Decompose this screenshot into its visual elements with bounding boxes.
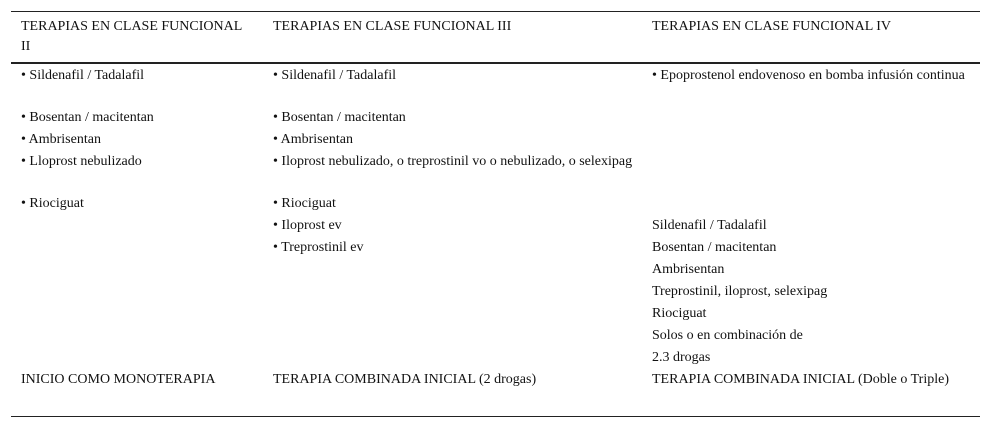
- cf3-item: • Iloprost ev: [273, 218, 342, 233]
- therapy-table: [11, 11, 980, 417]
- header-cf4: TERAPIAS EN CLASE FUNCIONAL IV: [652, 19, 892, 34]
- cf4-item: Solos o en combinación de: [652, 328, 803, 343]
- footer-cf4: TERAPIA COMBINADA INICIAL (Doble o Triple): [652, 372, 949, 387]
- cf3-item: • Treprostinil ev: [273, 240, 364, 255]
- cf2-item: • Riociguat: [21, 196, 84, 211]
- cf4-item: Ambrisentan: [652, 262, 725, 277]
- cf2-item: • Ambrisentan: [21, 132, 101, 147]
- cf3-item: • Bosentan / macitentan: [273, 110, 406, 125]
- footer-cf3: TERAPIA COMBINADA INICIAL (2 drogas): [273, 372, 537, 387]
- footer-cf2: INICIO COMO MONOTERAPIA: [21, 372, 216, 387]
- cf3-item: • Iloprost nebulizado, o treprostinil vo o nebulizado, o selexipag: [273, 154, 633, 169]
- cf4-item: 2.3 drogas: [652, 350, 711, 365]
- cf2-item: • Lloprost nebulizado: [21, 154, 142, 169]
- cf4-item: • Epoprostenol endovenoso en bomba infusión continua: [652, 68, 965, 83]
- cf3-item: • Riociguat: [273, 196, 336, 211]
- header-cf2: TERAPIAS EN CLASE FUNCIONAL II: [21, 19, 242, 54]
- table-header: [11, 12, 980, 64]
- cf4-item: Riociguat: [652, 306, 707, 321]
- cf3-item: • Ambrisentan: [273, 132, 353, 147]
- table-body: [11, 64, 980, 416]
- cf4-item: Sildenafil / Tadalafil: [652, 218, 767, 233]
- cf4-item: Treprostinil, iloprost, selexipag: [652, 284, 828, 299]
- cf3-item: • Sildenafil / Tadalafil: [273, 68, 397, 83]
- cf4-item: Bosentan / macitentan: [652, 240, 777, 255]
- cf2-item: • Sildenafil / Tadalafil: [21, 68, 145, 83]
- cf2-item: • Bosentan / macitentan: [21, 110, 154, 125]
- header-cf3: TERAPIAS EN CLASE FUNCIONAL III: [273, 19, 512, 34]
